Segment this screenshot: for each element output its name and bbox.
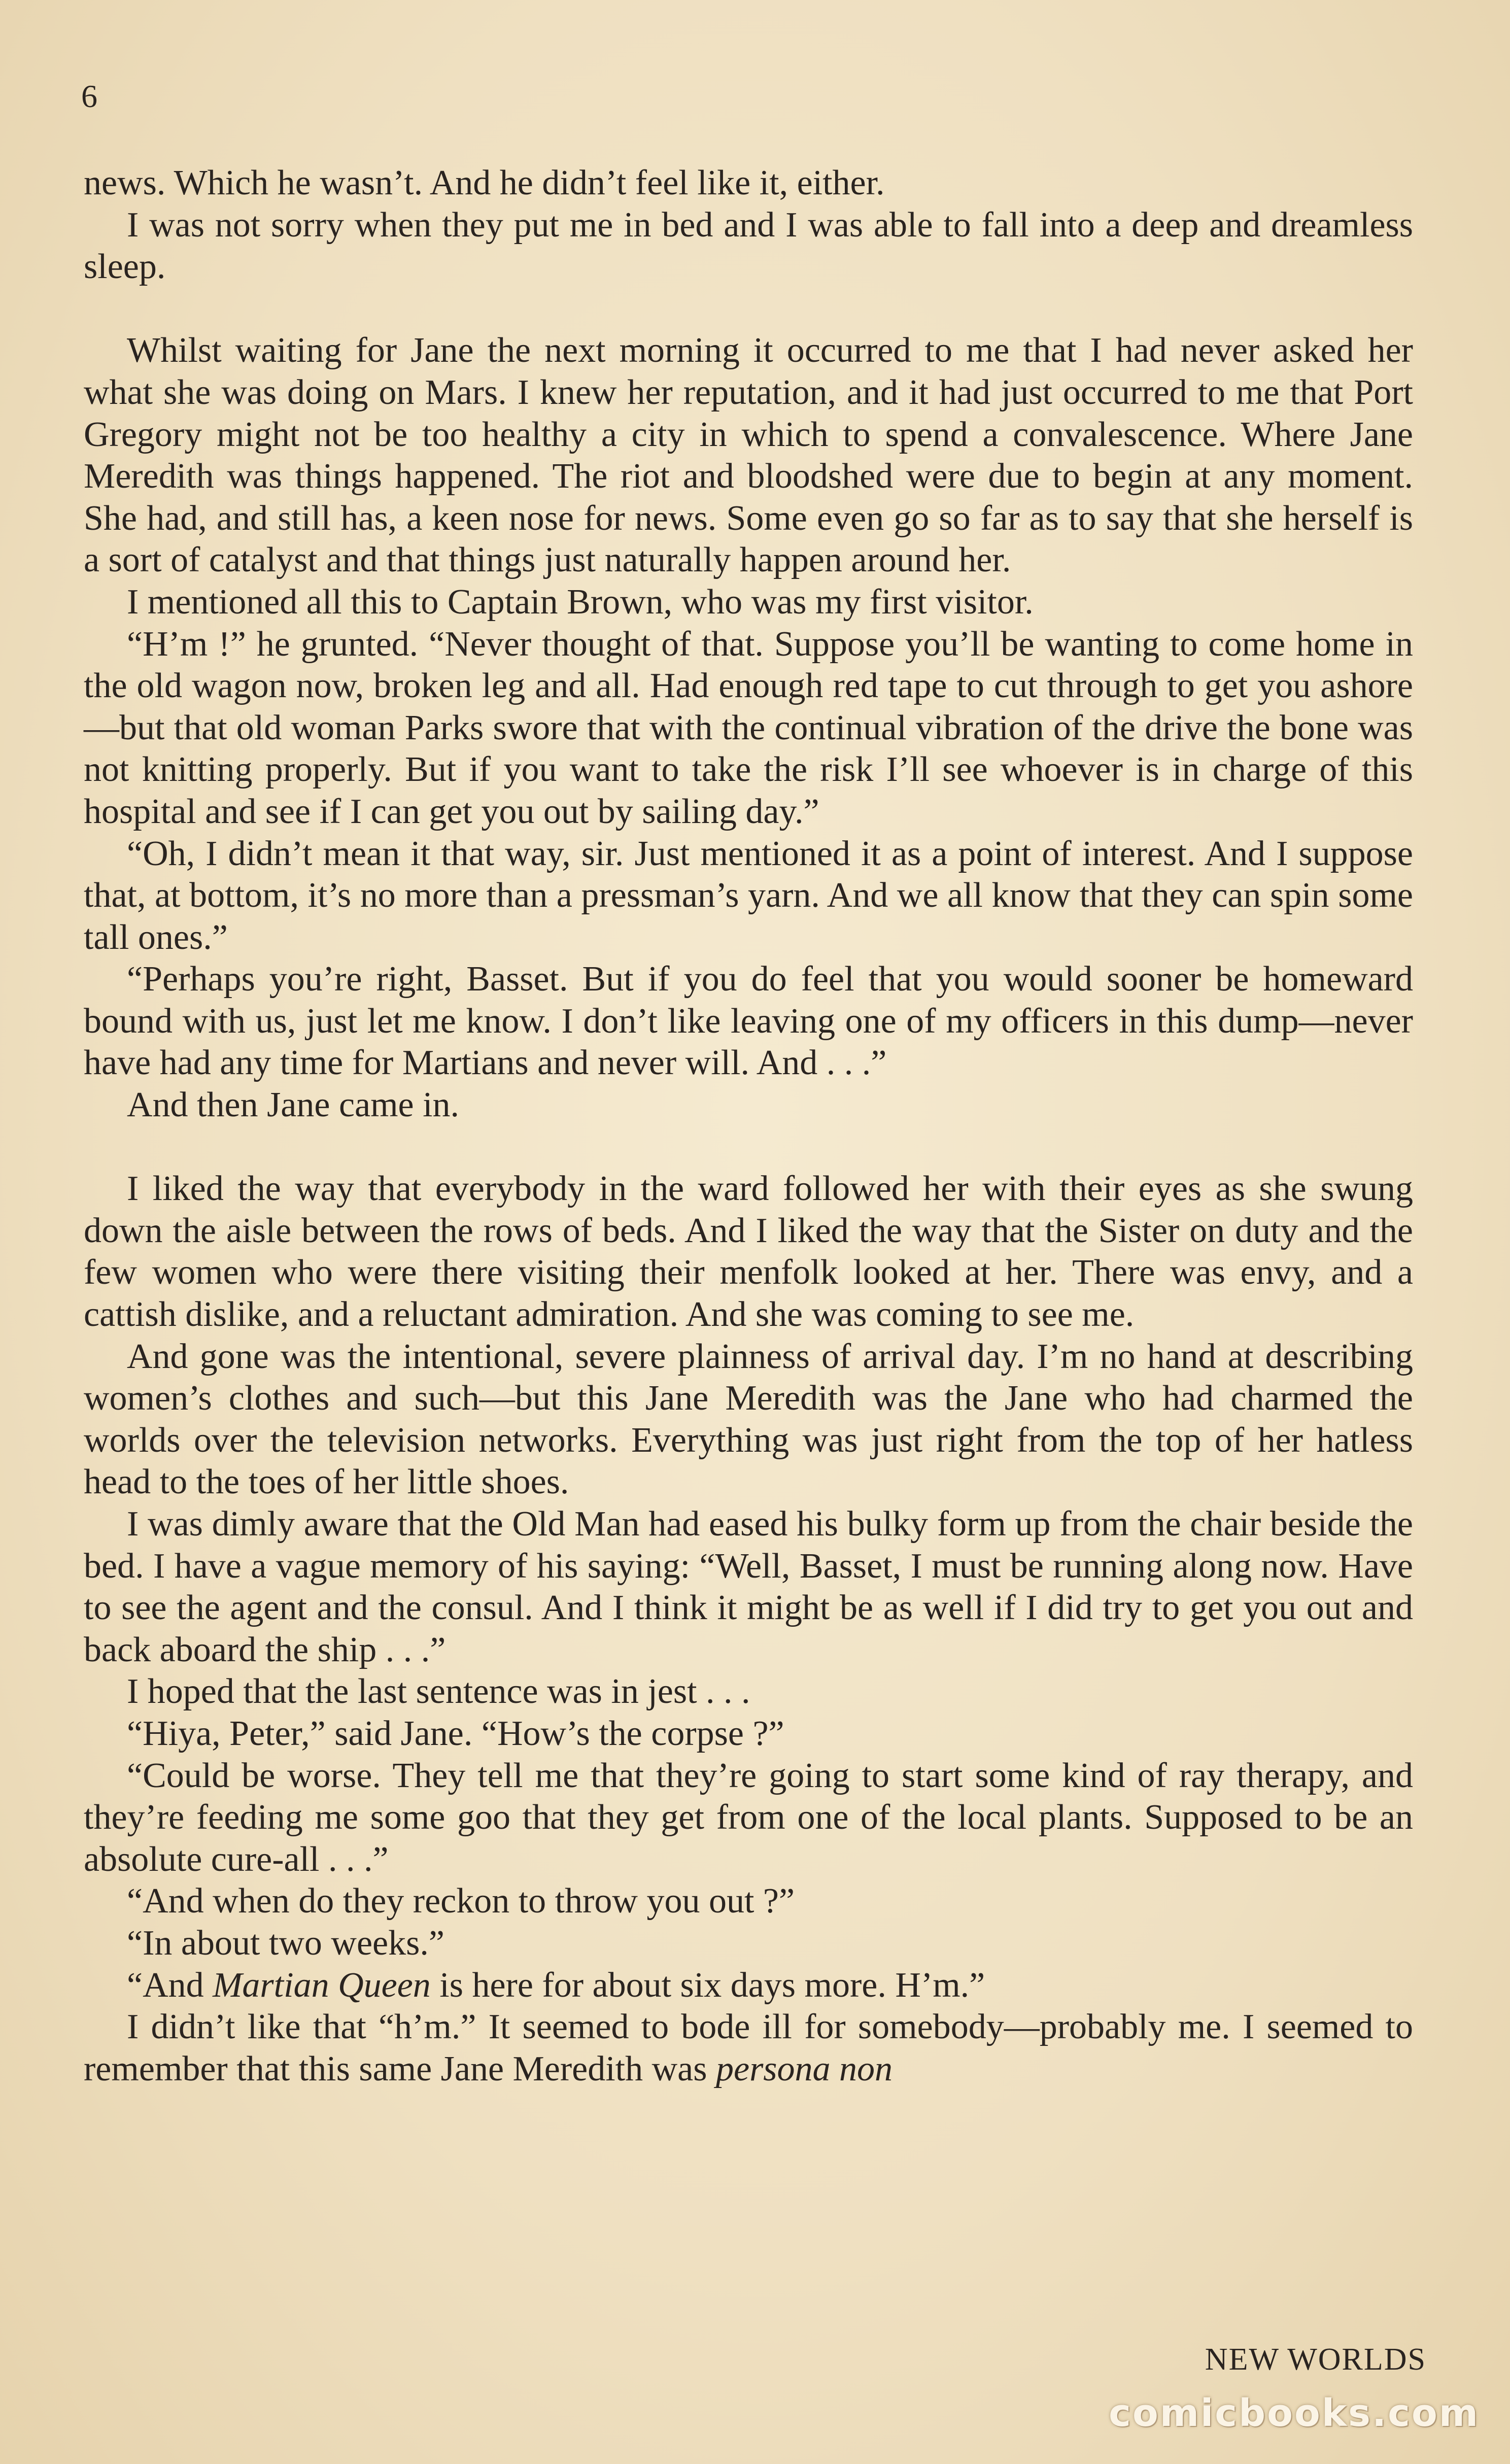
text-run: is here for about six days more. H’m.” [430, 1965, 985, 2005]
text-run: I hoped that the last sentence was in jest . . . [127, 1672, 750, 1712]
paragraph [84, 1965, 1413, 2007]
text-run: I mentioned all this to Captain Brown, who was my first visitor. [127, 582, 1034, 622]
text-run: “Hiya, Peter,” said Jane. “How’s the corpse ?” [127, 1714, 784, 1753]
paragraph [84, 2006, 1413, 2090]
paragraph [84, 330, 1413, 581]
text-run: And gone was the intentional, severe plainness of arrival day. I’m no hand at describing women’s clothes and such—but this Jane Meredith was the Jane who had charmed the worlds over the television networks. Everything was just right from the top of her hatless head to the toes of her little shoes. [84, 1337, 1413, 1502]
paragraph [84, 1755, 1413, 1881]
magazine-title-footer: NEW WORLDS [1205, 2342, 1426, 2377]
paragraph [84, 204, 1413, 288]
text-run: news. Which he wasn’t. And he didn’t feel like it, either. [84, 163, 885, 202]
text-run: “Oh, I didn’t mean it that way, sir. Just mentioned it as a point of interest. And I suppose that, at bottom, it’s no more than a pressman’s yarn. And we all know that they can spin some tall ones.” [84, 834, 1413, 957]
italic-text: Martian Queen [213, 1965, 431, 2005]
text-run: “In about two weeks.” [127, 1923, 444, 1963]
italic-text: persona non [716, 2049, 893, 2089]
paragraph [84, 1880, 1413, 1923]
paragraph [84, 1084, 1413, 1126]
watermark: comicbooks.com [1109, 2391, 1480, 2435]
paragraph [84, 1336, 1413, 1503]
text-run: “And when do they reckon to throw you out ?” [127, 1881, 795, 1921]
text-run: I was dimly aware that the Old Man had eased his bulky form up from the chair beside the bed. I have a vague memory of his saying: “Well, Basset, I must be running along now. Have to see the agent and the consul. And I think it might be as well if I did try to get you out and back aboard the ship . . .” [84, 1504, 1413, 1669]
text-run: I liked the way that everybody in the ward followed her with their eyes as she swung down the aisle between the rows of beds. And I liked the way that the Sister on duty and the few women who were there visiting their menfolk looked at her. There was envy, and a cattish dislike, and a reluctant admiration. And she was coming to see me. [84, 1169, 1413, 1334]
text-run: “Perhaps you’re right, Basset. But if you do feel that you would sooner be homeward bound with us, just let me know. I don’t like leaving one of my officers in this dump—never have had any time for Martians and never will. And . . .” [84, 960, 1413, 1083]
text-run: And then Jane came in. [127, 1085, 460, 1125]
paragraph [84, 1671, 1413, 1713]
text-run: I didn’t like that “h’m.” It seemed to bode ill for somebody—probably me. I seemed to remember that this same Jane Meredith was [84, 2007, 1413, 2089]
paragraph [84, 1168, 1413, 1336]
text-run: “H’m !” he grunted. “Never thought of that. Suppose you’ll be wanting to come home in the old wagon now, broken leg and all. Had enough red tape to cut through to get you ashore—but that old woman Parks swore that with the continual vibration of the drive the bone was not knitting properly. But if you want to take the risk I’ll see whoever is in charge of this hospital and see if I can get you out by sailing day.” [84, 624, 1413, 831]
text-run: Whilst waiting for Jane the next morning it occurred to me that I had never asked her what she was doing on Mars. I knew her reputation, and it had just occurred to me that Port Gregory might not be too healthy a city in which to spend a convalescence. Where Jane Meredith was things happened. The riot and bloodshed were due to begin at any moment. She had, and still has, a keen nose for news. Some even go so far as to say that she herself is a sort of catalyst and that things just naturally happen around her. [84, 331, 1413, 580]
paragraph [84, 1923, 1413, 1965]
paragraph [84, 624, 1413, 833]
paragraph [84, 162, 1413, 204]
paragraph [84, 1503, 1413, 1671]
paragraph [84, 959, 1413, 1084]
story-text [84, 162, 1413, 2090]
text-run: “Could be worse. They tell me that they’re going to start some kind of ray therapy, and they’re feeding me some goo that they get from one of the local plants. Supposed to be an absolute cure-all . . .” [84, 1756, 1413, 1879]
paragraph [84, 581, 1413, 624]
text-run: I was not sorry when they put me in bed and I was able to fall into a deep and dreamless sleep. [84, 205, 1413, 287]
paragraph [84, 833, 1413, 959]
page-number: 6 [81, 78, 97, 114]
paragraph [84, 1713, 1413, 1755]
text-run: “And [127, 1965, 213, 2005]
